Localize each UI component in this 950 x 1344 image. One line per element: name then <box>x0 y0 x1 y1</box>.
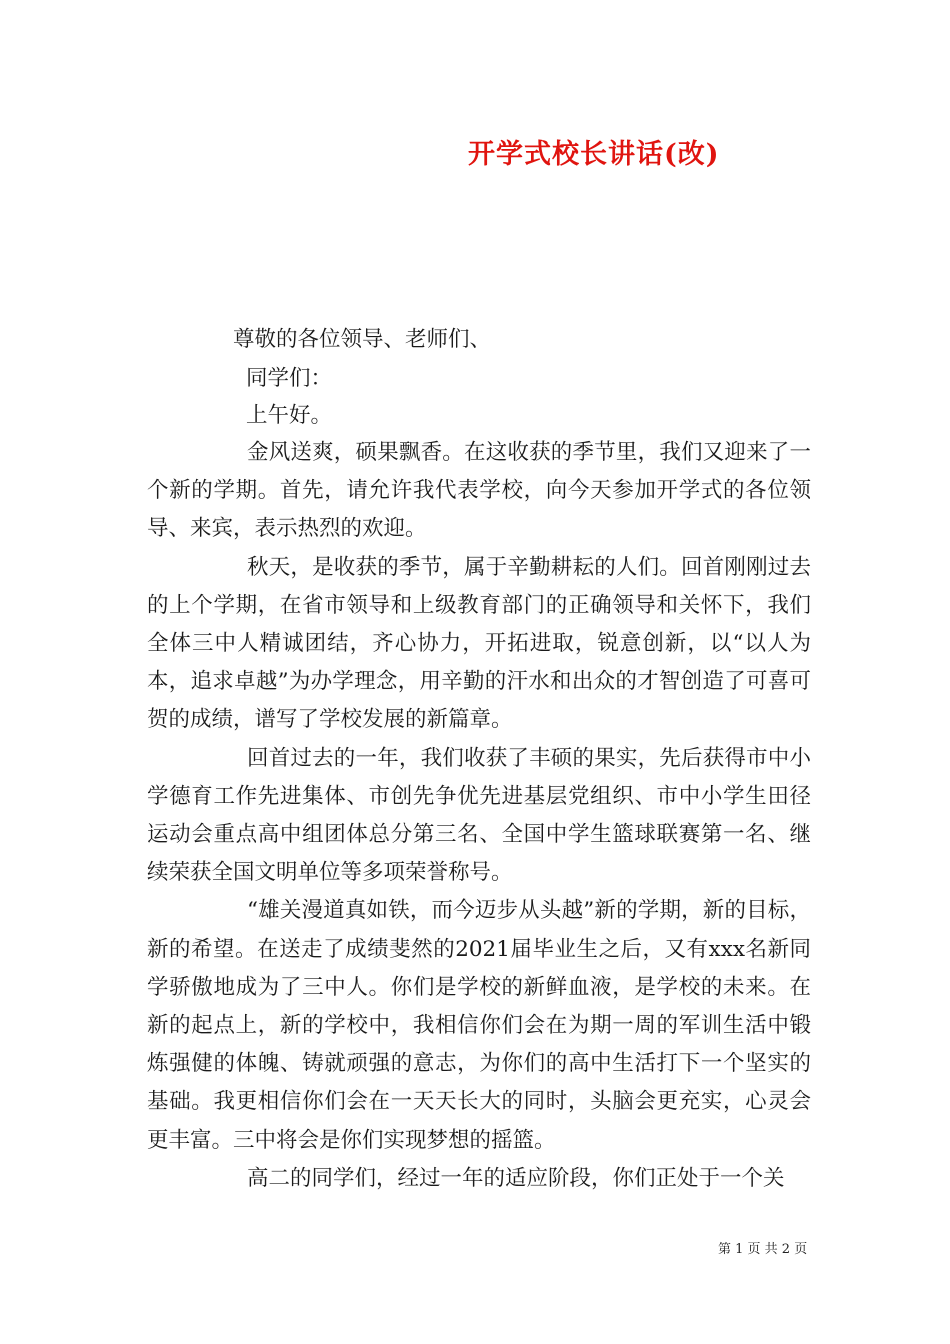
document-title: 开学式校长讲话(改) <box>468 139 720 170</box>
salutation-line-2: 同学们： <box>246 366 333 391</box>
speech-body <box>147 434 811 1198</box>
salutation-line-1: 尊敬的各位领导、老师们、 <box>233 327 492 352</box>
paragraph: 秋天，是收获的季节，属于辛勤耕耘的人们。回首刚刚过去的上个学期，在省市领导和上级教育部门的正确领导和关怀下，我们全体三中人精诚团结，齐心协力，开拓进取，锐意创新，以“以人为本，追求卓越”为办学理念，用辛勤的汗水和出众的才智创造了可喜可贺的成绩，谱写了学校发展的新篇章。 <box>147 554 811 733</box>
page-number-footer: 第 1 页 共 2 页 <box>718 1242 808 1257</box>
paragraph: “雄关漫道真如铁，而今迈步从头越”新的学期，新的目标，新的希望。在送走了成绩斐然的2021届毕业生之后，又有xxx名新同学骄傲地成为了三中人。你们是学校的新鲜血液，是学校的未来。在新的起点上，新的学校中，我相信你们会在为期一周的军训生活中锻炼强健的体魄、铸就顽强的意志，为你们的高中生活打下一个坚实的基础。我更相信你们会在一天天长大的同时，头脑会更充实，心灵会更丰富。三中将会是你们实现梦想的摇篮。 <box>147 898 811 1153</box>
paragraph: 金风送爽，硕果飘香。在这收获的季节里，我们又迎来了一个新的学期。首先，请允许我代表学校，向今天参加开学式的各位领导、来宾，表示热烈的欢迎。 <box>147 440 811 542</box>
paragraph: 回首过去的一年，我们收获了丰硕的果实，先后获得市中小学德育工作先进集体、市创先争优先进基层党组织、市中小学生田径运动会重点高中组团体总分第三名、全国中学生篮球联赛第一名、继续荣获全国文明单位等多项荣誉称号。 <box>147 745 811 886</box>
greeting-line: 上午好。 <box>246 403 333 428</box>
paragraph: 高二的同学们，经过一年的适应阶段，你们正处于一个关 <box>247 1165 785 1191</box>
